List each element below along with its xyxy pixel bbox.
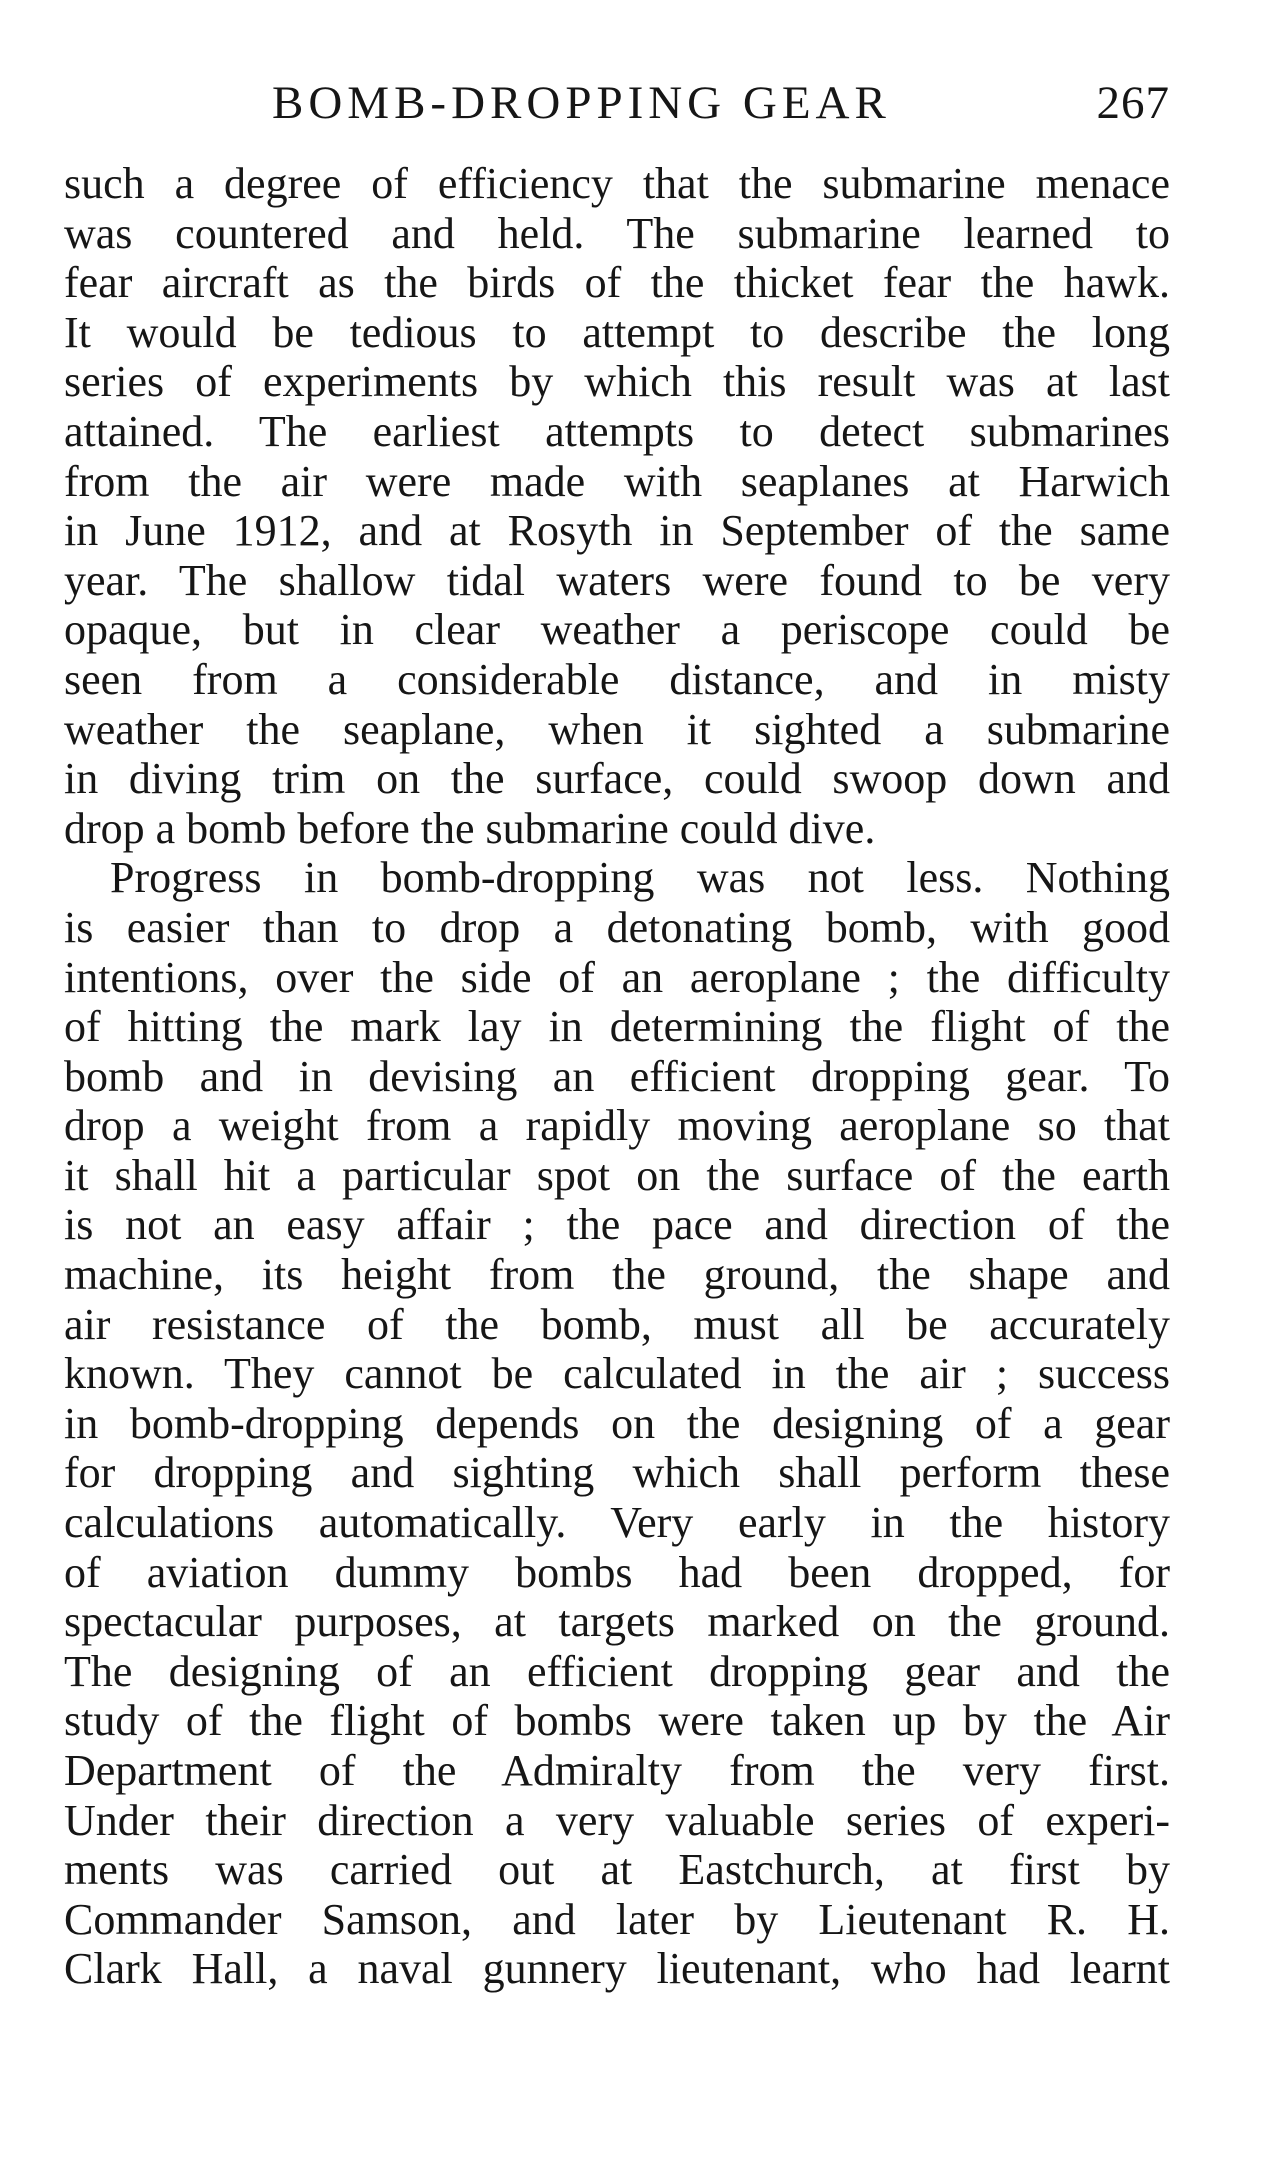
text-line: machine, its height from the ground, the shape and	[64, 1250, 1170, 1300]
body-text	[64, 159, 1170, 1994]
text-line: study of the flight of bombs were taken up by the Air	[64, 1696, 1170, 1746]
text-line: Progress in bomb-dropping was not less. Nothing	[110, 853, 1170, 903]
text-line: fear aircraft as the birds of the thicket fear the hawk.	[64, 258, 1170, 308]
text-line: ments was carried out at Eastchurch, at first by	[64, 1845, 1170, 1895]
text-line: drop a weight from a rapidly moving aeroplane so that	[64, 1101, 1170, 1151]
text-line: Clark Hall, a naval gunnery lieutenant, who had learnt	[64, 1944, 1170, 1994]
text-line: of aviation dummy bombs had been dropped, for	[64, 1547, 1170, 1597]
text-line: is not an easy affair ; the pace and direction of the	[64, 1200, 1170, 1250]
text-line: known. They cannot be calculated in the air ; success	[64, 1349, 1170, 1399]
text-line: drop a bomb before the submarine could dive.	[64, 803, 876, 853]
text-line: Commander Samson, and later by Lieutenant R. H.	[64, 1894, 1170, 1944]
text-line: series of experiments by which this result was at last	[64, 357, 1170, 407]
text-line: weather the seaplane, when it sighted a submarine	[64, 704, 1170, 754]
text-line: is easier than to drop a detonating bomb, with good	[64, 902, 1170, 952]
text-line: seen from a considerable distance, and in misty	[64, 654, 1170, 704]
text-line: bomb and in devising an efficient dropping gear. To	[64, 1051, 1170, 1101]
text-line: intentions, over the side of an aeroplane ; the difficulty	[64, 952, 1170, 1002]
running-head	[62, 68, 1170, 138]
text-line: It would be tedious to attempt to describe the long	[64, 307, 1170, 357]
text-line: Under their direction a very valuable series of experi-	[64, 1795, 1170, 1845]
text-line: of hitting the mark lay in determining the flight of the	[64, 1002, 1170, 1052]
page-number: 267	[1096, 77, 1170, 129]
text-line: calculations automatically. Very early in the history	[64, 1498, 1170, 1548]
text-line: The designing of an efficient dropping gear and the	[64, 1646, 1170, 1696]
text-line: in diving trim on the surface, could swoop down and	[64, 754, 1170, 804]
running-title: BOMB-DROPPING GEAR	[272, 77, 891, 129]
text-line: for dropping and sighting which shall perform these	[64, 1448, 1170, 1498]
text-line: opaque, but in clear weather a periscope could be	[64, 605, 1170, 655]
text-line: in bomb-dropping depends on the designing of a gear	[64, 1398, 1170, 1448]
text-line: such a degree of efficiency that the submarine menace	[64, 159, 1170, 208]
text-line: attained. The earliest attempts to detect submarines	[64, 406, 1170, 456]
text-line: spectacular purposes, at targets marked on the ground.	[64, 1597, 1170, 1647]
text-line: Department of the Admiralty from the very first.	[64, 1746, 1170, 1795]
text-line: air resistance of the bomb, must all be accurately	[64, 1299, 1170, 1349]
text-line: year. The shallow tidal waters were found to be very	[64, 555, 1170, 605]
text-line: it shall hit a particular spot on the surface of the earth	[64, 1150, 1170, 1200]
paragraph-2	[64, 853, 1170, 1994]
text-line: in June 1912, and at Rosyth in September of the same	[64, 506, 1170, 556]
text-line: from the air were made with seaplanes at Harwich	[64, 456, 1170, 506]
paragraph-1	[64, 159, 1170, 853]
text-line: was countered and held. The submarine learned to	[64, 208, 1170, 258]
